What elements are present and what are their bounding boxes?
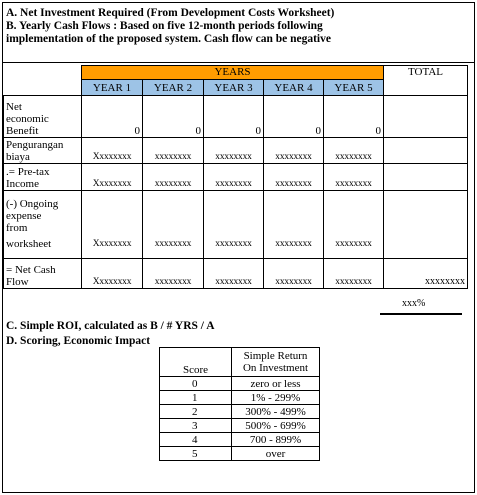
return-header-line: On Investment <box>242 362 309 374</box>
score-cell: 5 <box>160 447 232 461</box>
row-label-line: (-) Ongoing <box>6 198 59 210</box>
return-header-line: Simple Return <box>243 350 308 362</box>
row-label-line: from <box>6 222 28 234</box>
table-row <box>160 405 320 419</box>
scoring-table <box>159 347 320 461</box>
yearly-cash-flows-line: B. Yearly Cash Flows : Based on five 12-month periods following <box>6 20 323 32</box>
row-label <box>4 191 82 259</box>
range-cell: 500% - 699% <box>232 419 320 433</box>
table-row <box>4 138 468 164</box>
simple-roi-line: C. Simple ROI, calculated as B / # YRS / A <box>6 320 215 332</box>
score-cell: 4 <box>160 433 232 447</box>
value-cell: xxxxxxxx <box>264 191 324 259</box>
score-column-header: Score <box>160 348 232 377</box>
row-label-line: Income <box>6 178 39 190</box>
row-label-line: Benefit <box>6 125 39 137</box>
score-cell: 2 <box>160 405 232 419</box>
table-row <box>160 377 320 391</box>
value-cell: 0 <box>204 96 264 138</box>
value-cell: xxxxxxxx <box>324 259 384 289</box>
range-cell: zero or less <box>232 377 320 391</box>
value-cell: 0 <box>264 96 324 138</box>
row-label-line: worksheet <box>6 238 52 250</box>
row-label-line: Pengurangan <box>6 139 64 151</box>
year-header: YEAR 2 <box>143 80 204 96</box>
row-label <box>4 138 82 164</box>
row-label-line: Net <box>6 101 22 113</box>
total-cell <box>384 164 468 191</box>
value-cell: xxxxxxxx <box>204 259 264 289</box>
value-cell: 0 <box>143 96 204 138</box>
cash-flow-table <box>3 65 468 289</box>
year-header: YEAR 5 <box>324 80 384 96</box>
score-cell: 1 <box>160 391 232 405</box>
value-cell: Xxxxxxxx <box>82 259 143 289</box>
value-cell: xxxxxxxx <box>324 138 384 164</box>
table-row <box>160 433 320 447</box>
value-cell: xxxxxxxx <box>204 138 264 164</box>
row-label <box>4 259 82 289</box>
total-cell <box>384 138 468 164</box>
year-header: YEAR 1 <box>82 80 143 96</box>
row-label <box>4 164 82 191</box>
row-label-line: .= Pre-tax <box>6 166 50 178</box>
total-header: TOTAL <box>384 66 468 96</box>
roi-percent: xxx% <box>402 298 426 309</box>
table-row <box>160 447 320 461</box>
value-cell: xxxxxxxx <box>204 164 264 191</box>
value-cell: xxxxxxxx <box>264 138 324 164</box>
year-header: YEAR 4 <box>264 80 324 96</box>
range-cell: 1% - 299% <box>232 391 320 405</box>
value-cell: xxxxxxxx <box>143 164 204 191</box>
row-label-line: economic <box>6 113 49 125</box>
scoring-line: D. Scoring, Economic Impact <box>6 335 151 347</box>
value-cell: xxxxxxxx <box>324 191 384 259</box>
score-cell: 0 <box>160 377 232 391</box>
cash-flow-corner-2 <box>4 80 82 96</box>
value-cell: xxxxxxxx <box>264 164 324 191</box>
row-label-line: Flow <box>6 276 29 288</box>
total-cell: xxxxxxxx <box>384 259 468 289</box>
yearly-cash-flows-line-2: implementation of the proposed system. Cash flow can be negative <box>6 33 331 45</box>
value-cell: xxxxxxxx <box>143 138 204 164</box>
row-label-line: = Net Cash <box>6 264 56 276</box>
return-column-header <box>232 348 320 377</box>
value-cell: Xxxxxxxx <box>82 191 143 259</box>
value-cell: xxxxxxxx <box>204 191 264 259</box>
table-row <box>4 96 468 138</box>
row-label-line: biaya <box>6 151 30 163</box>
total-cell <box>384 191 468 259</box>
value-cell: xxxxxxxx <box>143 191 204 259</box>
row-label-line: expense <box>6 210 42 222</box>
table-row <box>160 391 320 405</box>
year-header: YEAR 3 <box>204 80 264 96</box>
value-cell: Xxxxxxxx <box>82 138 143 164</box>
total-cell <box>384 96 468 138</box>
years-header: YEARS <box>82 66 384 80</box>
value-cell: 0 <box>324 96 384 138</box>
section-divider <box>2 62 475 63</box>
table-row <box>160 419 320 433</box>
score-cell: 3 <box>160 419 232 433</box>
value-cell: Xxxxxxxx <box>82 164 143 191</box>
range-cell: over <box>232 447 320 461</box>
table-row <box>4 191 468 259</box>
row-label <box>4 96 82 138</box>
value-cell: xxxxxxxx <box>143 259 204 289</box>
value-cell: 0 <box>82 96 143 138</box>
cash-flow-corner <box>4 66 82 80</box>
roi-underline <box>380 313 462 315</box>
value-cell: xxxxxxxx <box>324 164 384 191</box>
table-row <box>4 164 468 191</box>
range-cell: 700 - 899% <box>232 433 320 447</box>
range-cell: 300% - 499% <box>232 405 320 419</box>
net-investment-line: A. Net Investment Required (From Development Costs Worksheet) <box>6 7 335 19</box>
table-row <box>4 259 468 289</box>
value-cell: xxxxxxxx <box>264 259 324 289</box>
